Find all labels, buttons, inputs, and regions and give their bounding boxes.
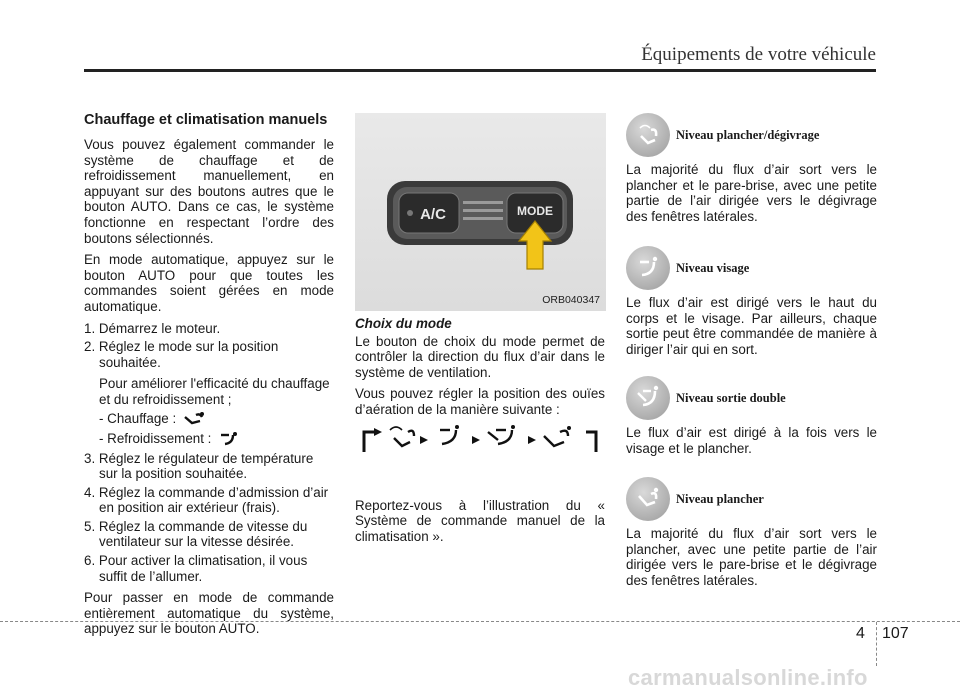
steps-list-continued [84, 451, 334, 585]
mode-choice-paragraph-1: Le bouton de choix du mode permet de contrôler la direction du flux d’air dans le système de ventilation. [355, 333, 605, 380]
mode-cycle-diagram [360, 420, 600, 460]
column-manual-climate [84, 112, 334, 643]
mode-description: La majorité du flux d’air sort vers le plancher, avec une petite partie de l’air dirigée vers le pare-brise et le dégivrage des fenêtres latérales. [626, 526, 877, 588]
step-5: 5. Réglez la commande de vitesse du ventilateur sur la vitesse désirée. [84, 518, 308, 550]
heating-line [84, 411, 334, 427]
mode-name: Niveau visage [676, 260, 750, 275]
mode-face-level [626, 245, 877, 357]
intro-paragraph: Vous pouvez également commander le système de chauffage et de refroidissement manuellement, en appuyant sur des boutons autres que le bouton AUTO. Dans ce cas, le système fonctionne en respectant l’ordre des boutons sélectionnés. [84, 137, 334, 246]
heating-floor-icon [182, 411, 208, 427]
mode-bi-level [626, 375, 877, 456]
mode-choice-title: Choix du mode [355, 316, 452, 331]
bi-level-icon [626, 376, 670, 420]
step-3: 3. Réglez le régulateur de température sur la position souhaitée. [84, 450, 314, 482]
chapter-number: 4 [856, 625, 865, 642]
mode-description: Le flux d’air est dirigé vers le haut du corps et le visage. Par ailleurs, chaque sortie peut être commandée de manière à diriger l’air qui en sort. [626, 295, 877, 357]
mode-floor-defrost [626, 112, 877, 224]
watermark: carmanualsonline.info [628, 665, 868, 690]
heating-label: - Chauffage : [99, 410, 177, 426]
mode-description: Le flux d’air est dirigé à la fois vers le visage et le plancher. [626, 425, 877, 456]
page-number: 107 [882, 625, 909, 642]
mode-description: La majorité du flux d’air sort vers le plancher et le pare-brise, avec une petite partie de l’air dirigée vers le dégivrage des fenêtres latérales. [626, 162, 877, 224]
control-panel-illustration [355, 113, 606, 311]
section-title: Chauffage et climatisation manuels [84, 112, 328, 128]
header-rule [84, 69, 876, 72]
bi-level-icon [488, 425, 515, 444]
floor-level-icon [626, 477, 670, 521]
cooling-face-icon [217, 431, 243, 447]
mode-choice-paragraph-2: Vous pouvez régler la position des ouïes d’aération de la manière suivante : [355, 386, 605, 417]
arrow-icon [374, 428, 382, 436]
arrow-icon [420, 436, 428, 444]
floor-level-icon [544, 426, 571, 446]
step-2-note: Pour améliorer l'efficacité du chauffage et du refroidissement ; [99, 376, 330, 407]
mode-button-label: MODE [517, 204, 553, 218]
step-4: 4. Réglez la commande d’admission d’air en position air extérieur (frais). [84, 484, 329, 516]
page-header-title: Équipements de votre véhicule [641, 44, 876, 65]
mode-name: Niveau sortie double [676, 390, 786, 405]
mode-choice-paragraph-3: Reportez-vous à l’illustration du « Système de commande manuel de la climatisation ». [355, 497, 605, 544]
outro-paragraph: Pour passer en mode de commande entièrement automatique du système, appuyez sur le bouton AUTO. [84, 590, 334, 637]
cooling-line [84, 431, 334, 447]
face-level-icon [440, 425, 459, 444]
step-6: 6. Pour activer la climatisation, il vous suffit de l’allumer. [84, 553, 308, 584]
step-2: 2. Réglez le mode sur la position souhaitée. [84, 339, 279, 370]
cooling-label: - Refroidissement : [99, 430, 212, 446]
mode-floor-level [626, 476, 877, 588]
mode-name: Niveau plancher/dégivrage [676, 127, 820, 142]
footer-rule [0, 621, 960, 622]
page-number-divider [876, 622, 877, 666]
floor-defrost-icon [626, 113, 670, 157]
auto-paragraph: En mode automatique, appuyez sur le bouton AUTO pour que toutes les commandes soient gérées en mode automatique. [84, 252, 334, 314]
ac-mode-panel-photo [355, 113, 606, 311]
mode-name: Niveau plancher [676, 491, 764, 506]
step-1: 1. Démarrez le moteur. [84, 320, 221, 336]
ac-button-label: A/C [420, 206, 446, 223]
face-level-icon [626, 246, 670, 290]
arrow-icon [528, 436, 536, 444]
steps-list [84, 321, 334, 371]
photo-caption: ORB040347 [542, 294, 600, 306]
arrow-icon [472, 436, 480, 444]
floor-defrost-icon [390, 427, 414, 446]
